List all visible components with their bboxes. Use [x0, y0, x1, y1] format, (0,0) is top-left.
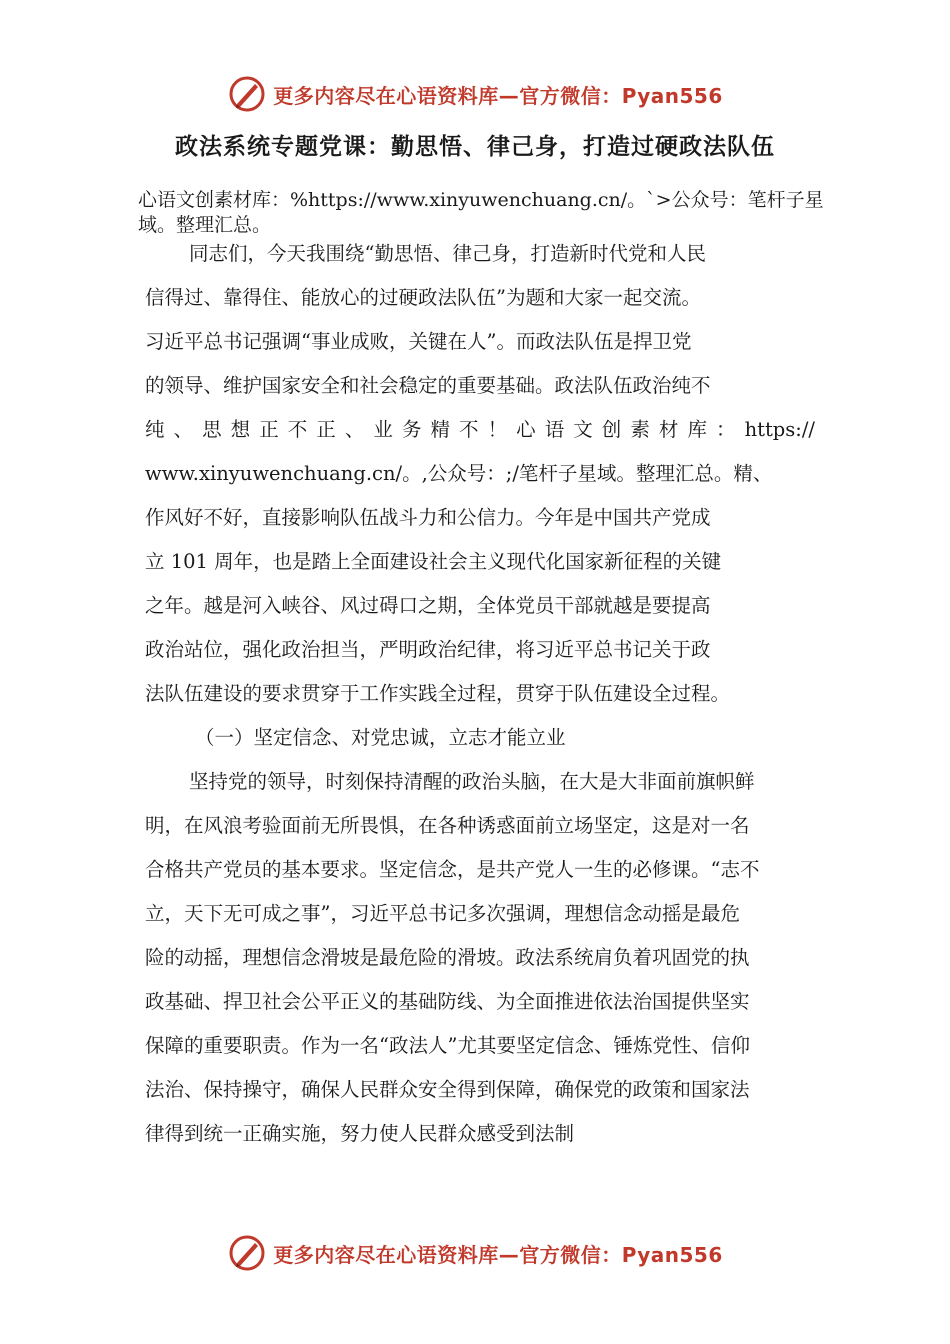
paragraph-line: 法治、保持操守，确保人民群众安全得到保障，确保党的政策和国家法: [145, 1078, 750, 1101]
footer-banner: [0, 1231, 950, 1275]
pen-logo-icon: [227, 74, 267, 114]
paragraph-line: 合格共产党员的基本要求。坚定信念，是共产党人一生的必修课。“志不: [145, 858, 760, 881]
pen-logo-icon: [227, 1233, 267, 1273]
paragraph-line: 信得过、靠得住、能放心的过硬政法队伍”为题和大家一起交流。: [145, 286, 701, 309]
paragraph-line: 作风好不好，直接影响队伍战斗力和公信力。今年是中国共产党成: [145, 506, 711, 529]
section-heading: （一）坚定信念、对党忠诚，立志才能立业: [195, 726, 566, 749]
paragraph-line: 政治站位，强化政治担当，严明政治纪律，将习近平总书记关于政: [145, 638, 711, 661]
paragraph-line: 律得到统一正确实施，努力使人民群众感受到法制: [145, 1122, 575, 1145]
paragraph-line: 政基础、捍卫社会公平正义的基础防线、为全面推进依法治国提供坚实: [145, 990, 750, 1013]
paragraph-line: 习近平总书记强调“事业成败，关键在人”。而政法队伍是捍卫党: [145, 330, 692, 353]
paragraph-line: 立 101 周年，也是踏上全面建设社会主义现代化国家新征程的关键: [145, 550, 722, 573]
paragraph-line: 之年。越是河入峡谷、风过碍口之期，全体党员干部就越是要提高: [145, 594, 711, 617]
paragraph-line: 坚持党的领导，时刻保持清醒的政治头脑，在大是大非面前旗帜鲜: [189, 770, 755, 793]
document-body: [145, 232, 815, 1156]
paragraph-line: 立，天下无可成之事”，习近平总书记多次强调，理想信念动摇是最危: [145, 902, 740, 925]
source-note: 心语文创素材库：%https://www.xinyuwenchuang.cn/。`>公众号：笔杆子星域。整理汇总。: [138, 189, 824, 236]
page-title: 政法系统专题党课：勤思悟、律己身，打造过硬政法队伍: [175, 134, 775, 160]
paragraph-line: 的领导、维护国家安全和社会稳定的重要基础。政法队伍政治纯不: [145, 374, 711, 397]
banner-text: 更多内容尽在心语资料库—官方微信：Pyan556: [273, 83, 723, 108]
banner-text: 更多内容尽在心语资料库—官方微信：Pyan556: [273, 1242, 723, 1267]
paragraph-line: 险的动摇，理想信念滑坡是最危险的滑坡。政法系统肩负着巩固党的执: [145, 946, 750, 969]
paragraph-line: 纯、思想正不正、业务精不！心语文创素材库：https://: [145, 418, 815, 441]
header-banner: [0, 72, 950, 116]
paragraph-line: 同志们，今天我围绕“勤思悟、律己身，打造新时代党和人民: [189, 242, 706, 265]
paragraph-line: 法队伍建设的要求贯穿于工作实践全过程，贯穿于队伍建设全过程。: [145, 682, 731, 705]
paragraph-line: 明，在风浪考验面前无所畏惧，在各种诱惑面前立场坚定，这是对一名: [145, 814, 750, 837]
paragraph-line: www.xinyuwenchuang.cn/。,公众号：;/笔杆子星域。整理汇总。精、: [145, 462, 773, 485]
paragraph-line: 保障的重要职责。作为一名“政法人”尤其要坚定信念、锤炼党性、信仰: [145, 1034, 750, 1057]
